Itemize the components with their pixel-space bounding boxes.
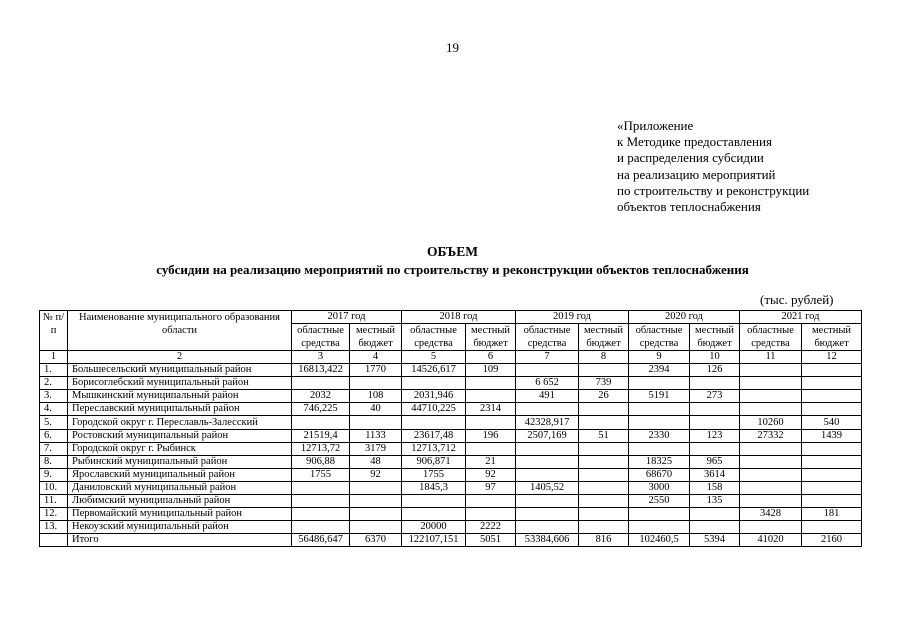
regional-funds-value bbox=[740, 364, 802, 377]
municipality-name: Некоузский муниципальный район bbox=[68, 521, 292, 534]
regional-funds-value: 2330 bbox=[629, 430, 690, 443]
table-body bbox=[40, 351, 862, 547]
local-budget-value bbox=[350, 377, 402, 390]
local-budget-value bbox=[579, 508, 629, 521]
local-budget-value bbox=[802, 456, 862, 469]
regional-funds-value bbox=[740, 443, 802, 456]
regional-funds-value: 122107,151 bbox=[402, 534, 466, 547]
regional-funds-value bbox=[740, 469, 802, 482]
regional-funds-value bbox=[629, 521, 690, 534]
local-budget-value: 1439 bbox=[802, 430, 862, 443]
table-row bbox=[40, 443, 862, 456]
regional-funds-value: 5191 bbox=[629, 390, 690, 403]
column-number: 7 bbox=[516, 351, 579, 364]
regional-funds-value: 1755 bbox=[292, 469, 350, 482]
table-row bbox=[40, 482, 862, 495]
header-year: 2018 год bbox=[402, 311, 516, 324]
column-number: 5 bbox=[402, 351, 466, 364]
local-budget-value bbox=[466, 390, 516, 403]
regional-funds-value bbox=[292, 482, 350, 495]
regional-funds-value: 3428 bbox=[740, 508, 802, 521]
column-number: 1 bbox=[40, 351, 68, 364]
column-number: 2 bbox=[68, 351, 292, 364]
local-budget-value: 92 bbox=[466, 469, 516, 482]
regional-funds-value: 12713,712 bbox=[402, 443, 466, 456]
regional-funds-value bbox=[516, 508, 579, 521]
row-number: 12. bbox=[40, 508, 68, 521]
regional-funds-value: 68670 bbox=[629, 469, 690, 482]
local-budget-value bbox=[690, 521, 740, 534]
header-local: местный бюджет bbox=[690, 324, 740, 351]
appendix-line: и распределения субсидии bbox=[617, 150, 764, 166]
regional-funds-value: 41020 bbox=[740, 534, 802, 547]
regional-funds-value bbox=[740, 377, 802, 390]
document-subtitle: субсидии на реализацию мероприятий по строительству и реконструкции объектов теплоснабжения bbox=[156, 262, 749, 277]
regional-funds-value: 906,871 bbox=[402, 456, 466, 469]
local-budget-value bbox=[579, 364, 629, 377]
header-number: № п/п bbox=[40, 311, 68, 351]
local-budget-value bbox=[579, 403, 629, 416]
regional-funds-value bbox=[402, 377, 466, 390]
local-budget-value: 26 bbox=[579, 390, 629, 403]
local-budget-value bbox=[690, 403, 740, 416]
local-budget-value bbox=[690, 443, 740, 456]
regional-funds-value: 14526,617 bbox=[402, 364, 466, 377]
regional-funds-value bbox=[740, 482, 802, 495]
local-budget-value: 816 bbox=[579, 534, 629, 547]
local-budget-value bbox=[690, 508, 740, 521]
local-budget-value: 5051 bbox=[466, 534, 516, 547]
regional-funds-value: 16813,422 bbox=[292, 364, 350, 377]
regional-funds-value: 44710,225 bbox=[402, 403, 466, 416]
table-row bbox=[40, 377, 862, 390]
local-budget-value: 92 bbox=[350, 469, 402, 482]
row-number: 6. bbox=[40, 430, 68, 443]
local-budget-value: 6370 bbox=[350, 534, 402, 547]
regional-funds-value bbox=[516, 456, 579, 469]
regional-funds-value bbox=[740, 403, 802, 416]
local-budget-value: 3614 bbox=[690, 469, 740, 482]
regional-funds-value bbox=[402, 416, 466, 430]
local-budget-value bbox=[579, 521, 629, 534]
local-budget-value: 273 bbox=[690, 390, 740, 403]
local-budget-value bbox=[690, 416, 740, 430]
column-number: 8 bbox=[579, 351, 629, 364]
table-row bbox=[40, 416, 862, 430]
regional-funds-value: 2032 bbox=[292, 390, 350, 403]
local-budget-value bbox=[466, 443, 516, 456]
local-budget-value: 2160 bbox=[802, 534, 862, 547]
header-year: 2017 год bbox=[292, 311, 402, 324]
local-budget-value bbox=[690, 377, 740, 390]
regional-funds-value bbox=[292, 521, 350, 534]
municipality-name: Любимский муниципальный район bbox=[68, 495, 292, 508]
local-budget-value bbox=[802, 495, 862, 508]
table-row bbox=[40, 508, 862, 521]
regional-funds-value: 21519,4 bbox=[292, 430, 350, 443]
local-budget-value bbox=[802, 390, 862, 403]
row-number bbox=[40, 534, 68, 547]
regional-funds-value bbox=[402, 495, 466, 508]
appendix-line: объектов теплоснабжения bbox=[617, 199, 761, 215]
local-budget-value bbox=[350, 482, 402, 495]
local-budget-value: 48 bbox=[350, 456, 402, 469]
table-row bbox=[40, 403, 862, 416]
regional-funds-value: 12713,72 bbox=[292, 443, 350, 456]
table-row bbox=[40, 430, 862, 443]
column-number: 10 bbox=[690, 351, 740, 364]
municipality-name: Большесельский муниципальный район bbox=[68, 364, 292, 377]
regional-funds-value: 1755 bbox=[402, 469, 466, 482]
column-number-row bbox=[40, 351, 862, 364]
regional-funds-value bbox=[516, 403, 579, 416]
header-regional: областные средства bbox=[740, 324, 802, 351]
row-number: 7. bbox=[40, 443, 68, 456]
regional-funds-value: 42328,917 bbox=[516, 416, 579, 430]
regional-funds-value: 10260 bbox=[740, 416, 802, 430]
regional-funds-value: 491 bbox=[516, 390, 579, 403]
regional-funds-value bbox=[629, 443, 690, 456]
local-budget-value: 126 bbox=[690, 364, 740, 377]
regional-funds-value bbox=[740, 495, 802, 508]
municipality-name: Мышкинский муниципальный район bbox=[68, 390, 292, 403]
appendix-line: к Методике предоставления bbox=[617, 134, 772, 150]
regional-funds-value bbox=[629, 403, 690, 416]
local-budget-value bbox=[579, 456, 629, 469]
regional-funds-value: 20000 bbox=[402, 521, 466, 534]
column-number: 11 bbox=[740, 351, 802, 364]
local-budget-value bbox=[579, 443, 629, 456]
municipality-name: Ростовский муниципальный район bbox=[68, 430, 292, 443]
regional-funds-value: 56486,647 bbox=[292, 534, 350, 547]
local-budget-value: 5394 bbox=[690, 534, 740, 547]
local-budget-value: 965 bbox=[690, 456, 740, 469]
local-budget-value: 739 bbox=[579, 377, 629, 390]
regional-funds-value bbox=[292, 495, 350, 508]
local-budget-value: 196 bbox=[466, 430, 516, 443]
local-budget-value bbox=[466, 416, 516, 430]
table-row bbox=[40, 469, 862, 482]
local-budget-value bbox=[802, 364, 862, 377]
regional-funds-value: 2394 bbox=[629, 364, 690, 377]
municipality-name: Городской округ г. Рыбинск bbox=[68, 443, 292, 456]
regional-funds-value: 2031,946 bbox=[402, 390, 466, 403]
table-row bbox=[40, 521, 862, 534]
row-number: 10. bbox=[40, 482, 68, 495]
header-year: 2020 год bbox=[629, 311, 740, 324]
local-budget-value: 97 bbox=[466, 482, 516, 495]
local-budget-value: 2314 bbox=[466, 403, 516, 416]
municipality-name: Первомайский муниципальный район bbox=[68, 508, 292, 521]
local-budget-value bbox=[579, 495, 629, 508]
header-regional: областные средства bbox=[629, 324, 690, 351]
header-regional: областные средства bbox=[516, 324, 579, 351]
regional-funds-value: 1845,3 bbox=[402, 482, 466, 495]
regional-funds-value bbox=[516, 521, 579, 534]
local-budget-value: 540 bbox=[802, 416, 862, 430]
local-budget-value bbox=[350, 508, 402, 521]
local-budget-value bbox=[802, 469, 862, 482]
local-budget-value: 135 bbox=[690, 495, 740, 508]
regional-funds-value: 2507,169 bbox=[516, 430, 579, 443]
local-budget-value bbox=[466, 495, 516, 508]
municipality-name: Рыбинский муниципальный район bbox=[68, 456, 292, 469]
municipality-name: Переславский муниципальный район bbox=[68, 403, 292, 416]
local-budget-value: 1770 bbox=[350, 364, 402, 377]
page-number: 19 bbox=[446, 40, 459, 55]
regional-funds-value bbox=[629, 416, 690, 430]
regional-funds-value: 1405,52 bbox=[516, 482, 579, 495]
column-number: 4 bbox=[350, 351, 402, 364]
local-budget-value bbox=[802, 521, 862, 534]
regional-funds-value: 746,225 bbox=[292, 403, 350, 416]
regional-funds-value bbox=[740, 521, 802, 534]
regional-funds-value: 27332 bbox=[740, 430, 802, 443]
local-budget-value bbox=[466, 508, 516, 521]
municipality-name: Городской округ г. Переславль-Залесский bbox=[68, 416, 292, 430]
row-number: 2. bbox=[40, 377, 68, 390]
regional-funds-value: 23617,48 bbox=[402, 430, 466, 443]
local-budget-value: 109 bbox=[466, 364, 516, 377]
local-budget-value bbox=[579, 416, 629, 430]
appendix-line: «Приложение bbox=[617, 118, 694, 133]
regional-funds-value bbox=[629, 377, 690, 390]
regional-funds-value: 102460,5 bbox=[629, 534, 690, 547]
local-budget-value: 21 bbox=[466, 456, 516, 469]
local-budget-value: 158 bbox=[690, 482, 740, 495]
units-label: (тыс. рублей) bbox=[760, 292, 834, 307]
regional-funds-value bbox=[516, 495, 579, 508]
row-number: 9. bbox=[40, 469, 68, 482]
header-local: местный бюджет bbox=[579, 324, 629, 351]
regional-funds-value bbox=[292, 416, 350, 430]
local-budget-value bbox=[350, 495, 402, 508]
header-regional: областные средства bbox=[292, 324, 350, 351]
column-number: 3 bbox=[292, 351, 350, 364]
local-budget-value bbox=[579, 469, 629, 482]
row-number: 13. bbox=[40, 521, 68, 534]
regional-funds-value: 906,88 bbox=[292, 456, 350, 469]
municipality-name: Борисоглебский муниципальный район bbox=[68, 377, 292, 390]
local-budget-value: 2222 bbox=[466, 521, 516, 534]
regional-funds-value bbox=[292, 508, 350, 521]
appendix-line: по строительству и реконструкции bbox=[617, 182, 810, 198]
regional-funds-value bbox=[629, 508, 690, 521]
regional-funds-value bbox=[740, 390, 802, 403]
header-local: местный бюджет bbox=[802, 324, 862, 351]
regional-funds-value bbox=[740, 456, 802, 469]
appendix-line: на реализацию мероприятий bbox=[617, 166, 776, 182]
header-name: Наименование муниципального образования области bbox=[68, 311, 292, 351]
subsidy-volume-table bbox=[39, 310, 862, 547]
column-number: 12 bbox=[802, 351, 862, 364]
local-budget-value bbox=[579, 482, 629, 495]
municipality-name: Итого bbox=[68, 534, 292, 547]
row-number: 8. bbox=[40, 456, 68, 469]
regional-funds-value bbox=[402, 508, 466, 521]
document-title: ОБЪЕМ bbox=[427, 244, 478, 259]
total-row bbox=[40, 534, 862, 547]
regional-funds-value bbox=[516, 469, 579, 482]
local-budget-value bbox=[802, 403, 862, 416]
table-row bbox=[40, 390, 862, 403]
table-row bbox=[40, 364, 862, 377]
regional-funds-value: 3000 bbox=[629, 482, 690, 495]
local-budget-value: 3179 bbox=[350, 443, 402, 456]
row-number: 3. bbox=[40, 390, 68, 403]
municipality-name: Ярославский муниципальный район bbox=[68, 469, 292, 482]
row-number: 4. bbox=[40, 403, 68, 416]
local-budget-value bbox=[802, 377, 862, 390]
regional-funds-value: 53384,606 bbox=[516, 534, 579, 547]
row-number: 1. bbox=[40, 364, 68, 377]
local-budget-value: 1133 bbox=[350, 430, 402, 443]
local-budget-value: 108 bbox=[350, 390, 402, 403]
local-budget-value bbox=[350, 416, 402, 430]
regional-funds-value: 6 652 bbox=[516, 377, 579, 390]
regional-funds-value bbox=[516, 443, 579, 456]
local-budget-value: 40 bbox=[350, 403, 402, 416]
local-budget-value bbox=[802, 482, 862, 495]
regional-funds-value bbox=[292, 377, 350, 390]
table-row bbox=[40, 456, 862, 469]
municipality-name: Даниловский муниципальный район bbox=[68, 482, 292, 495]
header-regional: областные средства bbox=[402, 324, 466, 351]
row-number: 11. bbox=[40, 495, 68, 508]
regional-funds-value: 18325 bbox=[629, 456, 690, 469]
header-local: местный бюджет bbox=[466, 324, 516, 351]
header-local: местный бюджет bbox=[350, 324, 402, 351]
regional-funds-value: 2550 bbox=[629, 495, 690, 508]
local-budget-value: 181 bbox=[802, 508, 862, 521]
local-budget-value: 51 bbox=[579, 430, 629, 443]
row-number: 5. bbox=[40, 416, 68, 430]
local-budget-value bbox=[802, 443, 862, 456]
header-year: 2021 год bbox=[740, 311, 862, 324]
regional-funds-value bbox=[516, 364, 579, 377]
appendix-caption bbox=[617, 118, 809, 215]
table-row bbox=[40, 495, 862, 508]
local-budget-value bbox=[466, 377, 516, 390]
local-budget-value: 123 bbox=[690, 430, 740, 443]
column-number: 9 bbox=[629, 351, 690, 364]
column-number: 6 bbox=[466, 351, 516, 364]
local-budget-value bbox=[350, 521, 402, 534]
header-year: 2019 год bbox=[516, 311, 629, 324]
